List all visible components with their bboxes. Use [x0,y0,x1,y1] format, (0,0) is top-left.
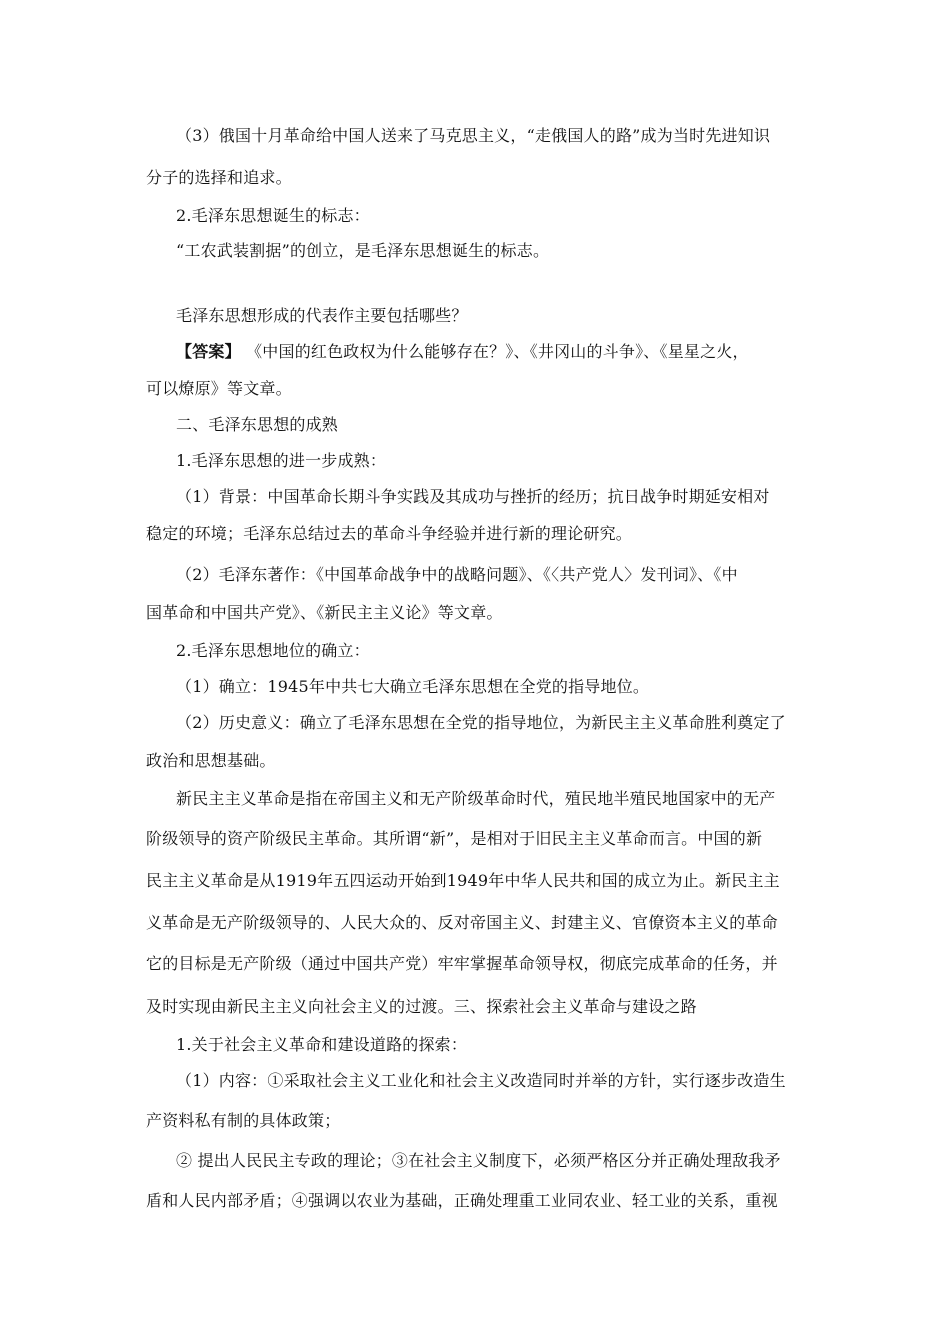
text-line: （2）毛泽东著作：《中国革命战争中的战略问题》、《〈共产党人〉发刊词》、《中 [176,565,738,584]
text-line: （1）确立：1945年中共七大确立毛泽东思想在全党的指导地位。 [176,677,650,696]
text-line: “工农武装割据”的创立，是毛泽东思想诞生的标志。 [176,241,550,260]
text-line: （2）历史意义：确立了毛泽东思想在全党的指导地位，为新民主主义革命胜利奠定了 [176,713,786,732]
text-line: （1）内容：①采取社会主义工业化和社会主义改造同时并举的方针，实行逐步改造生 [176,1071,786,1090]
answer-text: 《中国的红色政权为什么能够存在？》、《井冈山的斗争》、《星星之火， [246,342,749,361]
text-line: 产资料私有制的具体政策； [146,1111,341,1130]
text-line: 及时实现由新民主主义向社会主义的过渡。三、探索社会主义革命与建设之路 [146,997,697,1016]
question-text: 毛泽东思想形成的代表作主要包括哪些？ [176,306,468,325]
text-line: 新民主主义革命是指在帝国主义和无产阶级革命时代，殖民地半殖民地国家中的无产 [176,789,776,808]
text-line: 民主主义革命是从1919年五四运动开始到1949年中华人民共和国的成立为止。新民主主 [146,871,780,890]
text-line: 可以燎原》等文章。 [146,379,292,398]
section-heading: 1.关于社会主义革命和建设道路的探索： [176,1035,468,1054]
text-line: （1）背景：中国革命长期斗争实践及其成功与挫折的经历；抗日战争时期延安相对 [176,487,770,506]
text-line: 它的目标是无产阶级（通过中国共产党）牢牢掌握革命领导权，彻底完成革命的任务，并 [146,954,778,973]
section-heading: 1.毛泽东思想的进一步成熟： [176,451,387,470]
text-line: 政治和思想基础。 [146,751,276,770]
section-heading: 二、毛泽东思想的成熟 [176,415,339,434]
text-line: （3）俄国十月革命给中国人送来了马克思主义，“走俄国人的路”成为当时先进知识 [176,126,771,145]
section-heading: 2.毛泽东思想诞生的标志： [176,206,370,225]
text-line: 分子的选择和追求。 [146,168,292,187]
text-line: 阶级领导的资产阶级民主革命。其所谓“新”，是相对于旧民主主义革命而言。中国的新 [146,829,763,848]
answer-line [0,341,950,363]
text-line: 稳定的环境；毛泽东总结过去的革命斗争经验并进行新的理论研究。 [146,524,633,543]
text-line: 盾和人民内部矛盾；④强调以农业为基础，正确处理重工业同农业、轻工业的关系，重视 [146,1191,778,1210]
section-heading: 2.毛泽东思想地位的确立： [176,641,370,660]
text-line: ② 提出人民民主专政的理论；③在社会主义制度下，必须严格区分并正确处理敌我矛 [176,1151,781,1170]
text-line: 义革命是无产阶级领导的、人民大众的、反对帝国主义、封建主义、官僚资本主义的革命 [146,913,778,932]
answer-label: 【答案】 [176,342,241,361]
text-line: 国革命和中国共产党》、《新民主主义论》等文章。 [146,603,503,622]
